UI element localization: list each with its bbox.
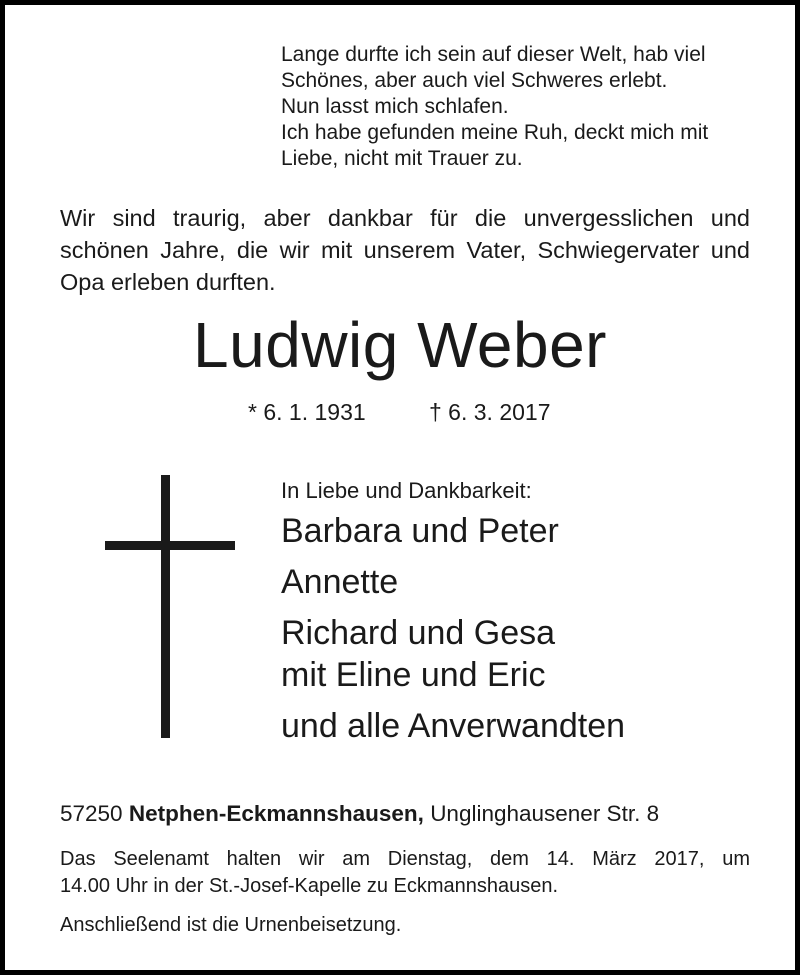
- mourners-intro: In Liebe und Dankbarkeit:: [281, 478, 532, 503]
- mourner-name: Annette: [281, 563, 399, 601]
- poem-line: Liebe, nicht mit Trauer zu.: [281, 147, 523, 170]
- burial-info: Anschließend ist die Urnenbeisetzung.: [60, 914, 402, 936]
- poem-line: Lange durfte ich sein auf dieser Welt, hab viel: [281, 43, 706, 66]
- deceased-name: Ludwig Weber: [193, 309, 607, 381]
- mourner-name: Barbara und Peter: [281, 512, 559, 550]
- address-town: Netphen-Eckmannshausen,: [128, 801, 424, 826]
- poem-line: Schönes, aber auch viel Schweres erlebt.: [281, 69, 668, 92]
- birth-date: * 6. 1. 1931: [248, 399, 366, 425]
- intro-line: schönen Jahre, die wir mit unserem Vater, Schwiegervater und: [60, 237, 750, 263]
- mourner-name: Richard und Gesa: [281, 614, 556, 652]
- intro-line: Wir sind traurig, aber dankbar für die unvergesslichen und: [60, 205, 750, 231]
- service-line: Das Seelenamt halten wir am Dienstag, dem 14. März 2017, um: [60, 848, 750, 870]
- address-postcode: 57250: [60, 801, 123, 826]
- poem-line: Nun lasst mich schlafen.: [281, 95, 509, 118]
- poem-line: Ich habe gefunden meine Ruh, deckt mich mit: [281, 121, 709, 144]
- mourner-name: und alle Anverwandten: [281, 707, 626, 745]
- poem: [281, 42, 708, 172]
- service-line: 14.00 Uhr in der St.-Josef-Kapelle zu Eckmannshausen.: [60, 875, 559, 897]
- intro-paragraph: [60, 202, 750, 298]
- cross-vertical-beam: [161, 475, 170, 738]
- cross-horizontal-beam: [105, 541, 235, 550]
- death-date: † 6. 3. 2017: [429, 399, 551, 425]
- address: [60, 798, 659, 830]
- intro-line: Opa erleben durften.: [60, 269, 276, 295]
- service-info: [60, 846, 750, 900]
- address-street: Unglinghausener Str. 8: [430, 801, 660, 826]
- mourner-name: mit Eline und Eric: [281, 656, 546, 694]
